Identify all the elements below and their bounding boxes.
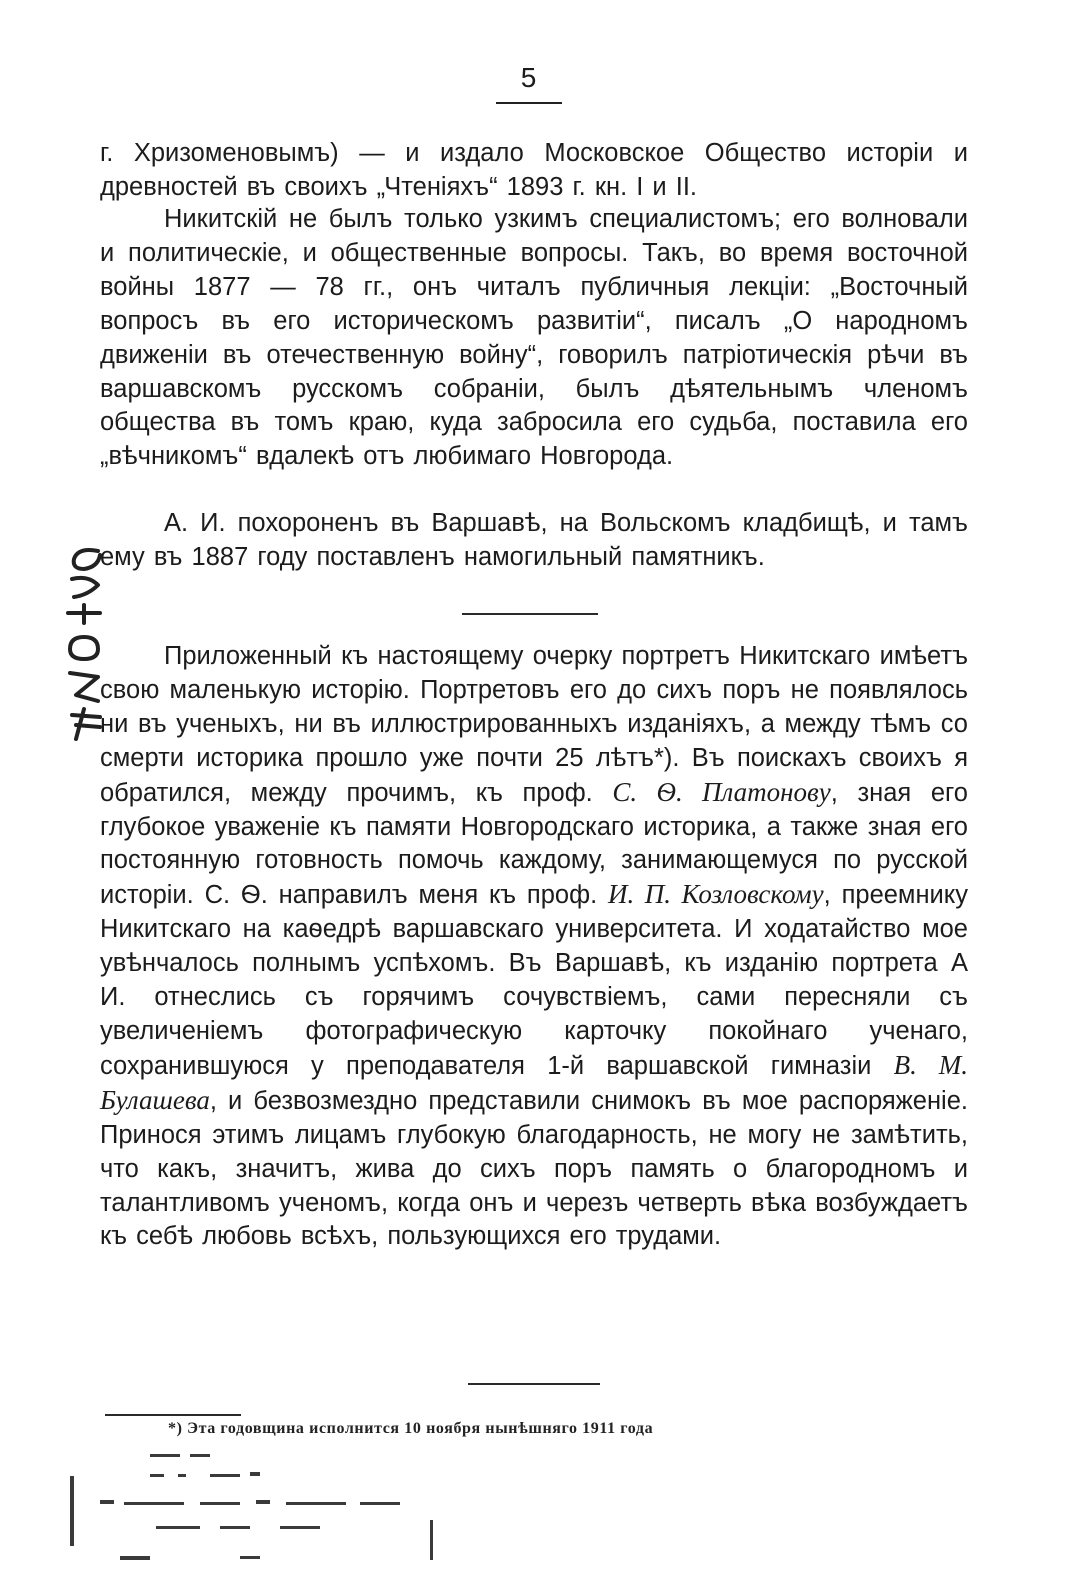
text-run: , преемнику Никитскаго на каѳедрѣ варшавскаго университета. И ходатайство мое увѣнчалось полнымъ успѣхомъ. Въ Варшавѣ, къ изданію портрета А И. отнеслись съ горячимъ сочувствіемъ, сами пересняли съ увеличеніемъ фотографическую карточку покойнаго ученаго, сохранившуюся у преподавателя 1-й варшавской гимназіи [100,881,968,1080]
text-run: Никитскій не былъ только узкимъ специалистомъ; его волновали и политическіе, и общественные вопросы. Такъ, во время восточной войны 1877 — 78 гг., онъ читалъ публичныя лекціи: „Восточный вопросъ въ его историческомъ развитіи“, писалъ „О народномъ движеніи въ отечественную войну“, говорилъ патріотическія рѣчи въ варшавскомъ русскомъ собраніи, былъ дѣятельнымъ членомъ общества въ томъ краю, куда забросила его судьба, поставила его „вѣчникомъ“ вдалекѣ отъ любимаго Новгорода. [100,205,968,471]
text-run: г. Хризоменовымъ) — и издало Московское Общество исторіи и древностей въ своихъ „Чтеніяхъ“ 1893 г. кн. I и II. [100,139,968,201]
section-divider [468,1383,600,1385]
footnote-rule [105,1414,241,1416]
name-kozlovsky: И. П. Козловскому [608,879,824,910]
paragraph-2 [100,203,968,474]
paragraph-3 [100,507,968,575]
page-number-rule [496,102,562,104]
section-divider [462,613,598,615]
text-run: Приложенный къ настоящему очерку портретъ Никитскаго имѣетъ свою маленькую исторію. Портретовъ его до сихъ поръ не появлялось ни въ ученыхъ, ни въ иллюстрированныхъ изданіяхъ, а между тѣмъ со смерти историка прошло уже почти 25 лѣтъ*). Въ поискахъ своихъ я обратился, между прочимъ, къ проф. [100,642,968,807]
faded-stamp-marks [60,1440,460,1570]
footnote: *) Эта годовщина исполнится 10 ноября нынѣшняго 1911 года [168,1420,654,1437]
paragraph-1 [100,137,968,205]
name-bulashev: В. М. Булашева [100,1049,969,1115]
text-run: , и безвозмездно представили снимокъ въ мое распоряженіе. Принося этимъ лицамъ глубокую благодарность, не могу не замѣтить, что какъ, значитъ, жива до сихъ поръ память о благородномъ и талантливомъ ученомъ, когда онъ и черезъ четверть вѣка возбуждаетъ къ себѣ любовь всѣхъ, пользующихся его трудами. [100,1086,968,1251]
text-run: А. И. похороненъ въ Варшавѣ, на Вольскомъ кладбищѣ, и тамъ ему въ 1887 году поставленъ намогильный памятникъ. [100,509,968,571]
paragraph-4 [100,640,968,1254]
page-number: 5 [520,62,538,93]
text-run: , зная его глубокое уваженіе къ памяти Новгородскаго историка, а также зная его постоянную готовность помочь каждому, занимающемуся по русской исторіи. С. Ѳ. направилъ меня къ проф. [100,778,968,910]
name-platonov: С. Ѳ. Платонову [612,776,831,807]
handwritten-inventory-number [58,545,110,745]
